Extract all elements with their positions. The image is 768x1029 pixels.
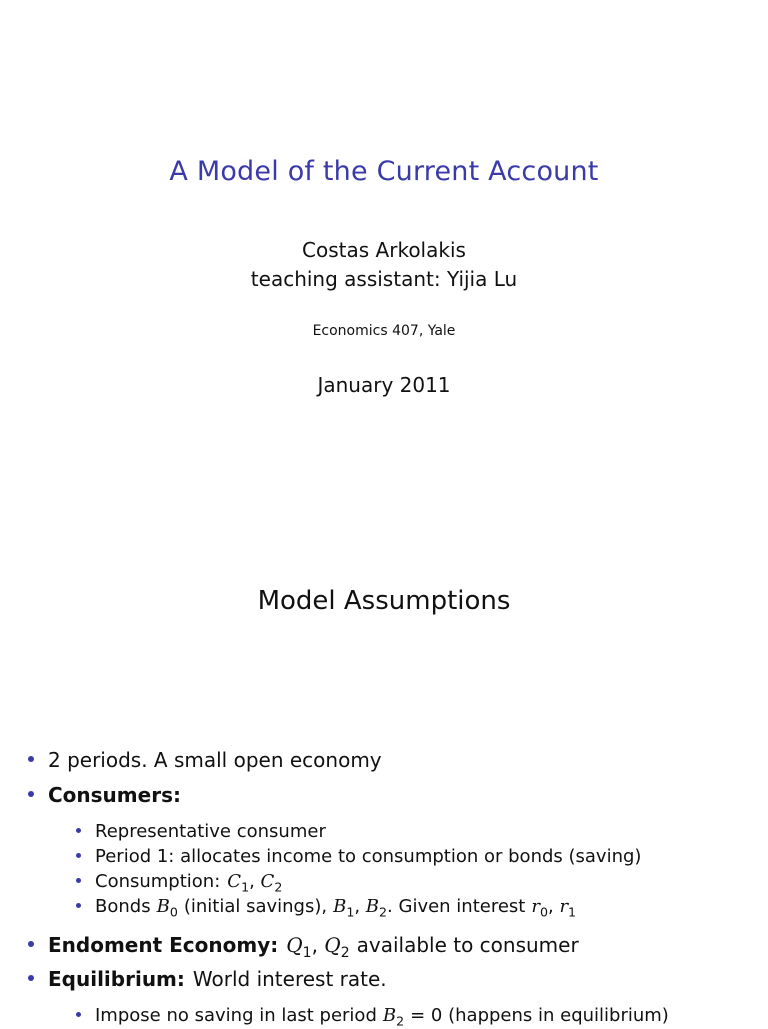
presentation-title: A Model of the Current Account — [169, 156, 599, 187]
math-var: $r_0$ — [531, 896, 548, 920]
item-text: . Given interest — [387, 896, 526, 917]
bullet-icon — [28, 975, 34, 981]
item-label: Endoment Economy: — [48, 933, 279, 957]
list-item-equilibrium — [28, 967, 387, 991]
math-var: $r_1$ — [559, 896, 577, 920]
sublist-item-representative — [76, 821, 326, 842]
math-var: $B_2$ — [382, 1005, 405, 1029]
math-var: $B_0$ — [156, 896, 178, 920]
math-var: $B_1$ — [333, 896, 355, 920]
math-var: $Q_1$ — [286, 933, 312, 961]
item-text: Representative consumer — [95, 821, 326, 842]
bullet-icon — [76, 853, 81, 858]
bullet-icon — [28, 756, 34, 762]
item-text: (initial savings), — [183, 896, 328, 917]
list-item-endowment: Endoment Economy: $Q_1$ , $Q_2$ available to consumer — [28, 933, 579, 961]
item-text: Consumption: — [95, 871, 221, 892]
math-var: $B_2$ — [365, 896, 388, 920]
institution: Economics 407, Yale — [312, 323, 456, 339]
list-item-periods — [28, 748, 382, 772]
teaching-assistant: teaching assistant: Yijia Lu — [250, 267, 518, 291]
math-var: $Q_2$ — [324, 933, 350, 961]
list-item-consumers — [28, 783, 181, 807]
sublist-item-period1 — [76, 846, 641, 867]
section-title: Model Assumptions — [257, 586, 511, 616]
bullet-icon — [76, 1012, 81, 1017]
item-text: Period 1: allocates income to consumption or bonds (saving) — [95, 846, 642, 867]
author-name: Costas Arkolakis — [302, 238, 466, 262]
bullet-icon — [76, 828, 81, 833]
item-label: Equilibrium: — [48, 967, 185, 991]
item-text: available to consumer — [356, 933, 579, 957]
item-text: World interest rate. — [192, 967, 387, 991]
sublist-item-consumption: Consumption: $C_1$ , $C_2$ — [76, 871, 282, 895]
bullet-icon — [76, 878, 81, 883]
presentation-date: January 2011 — [317, 373, 451, 397]
item-text: Impose no saving in last period — [95, 1005, 377, 1026]
item-label: Consumers: — [48, 783, 181, 807]
sublist-item-impose — [76, 1005, 669, 1029]
item-text: 2 periods. A small open economy — [48, 748, 382, 772]
item-text: = 0 (happens in equilibrium) — [410, 1005, 669, 1026]
bullet-icon — [28, 791, 34, 797]
bullet-icon — [28, 941, 34, 947]
math-var: $C_1$ — [227, 871, 250, 895]
bullet-icon — [76, 903, 81, 908]
sublist-item-bonds: Bonds $B_0$ (initial savings), $B_1$ , $B_2$ . Given interest $r_0$ , $r_1$ — [76, 896, 576, 920]
item-text: Bonds — [95, 896, 151, 917]
math-var: $C_2$ — [260, 871, 283, 895]
